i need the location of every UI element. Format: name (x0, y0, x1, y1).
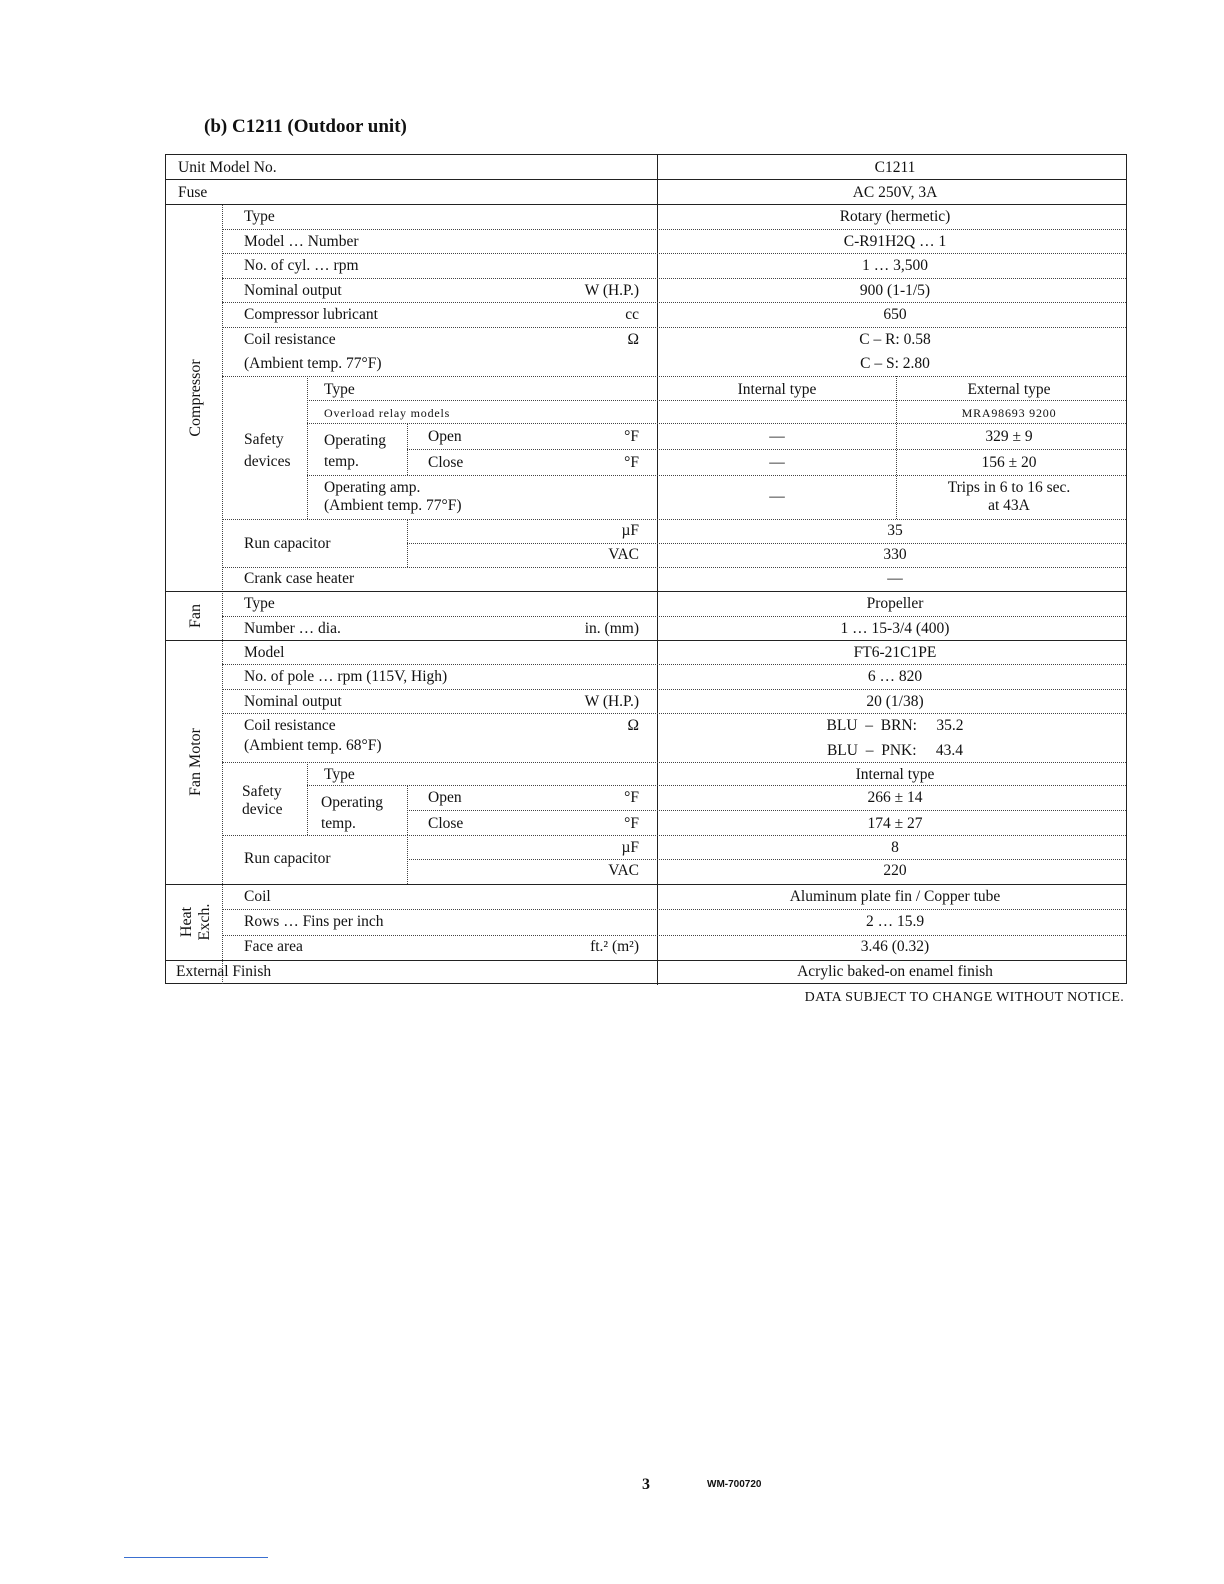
comp-amp-internal: — (769, 488, 785, 505)
comp-open-label: Open (428, 428, 462, 445)
comp-close-label: Close (428, 454, 464, 471)
crank-heater-value: — (887, 570, 903, 587)
comp-safety-type-label: Type (324, 381, 355, 398)
fm-safety-label: Safety (242, 783, 282, 800)
hx-face-unit: ft.² (m²) (590, 938, 639, 955)
hx-rows-label: Rows … Fins per inch (244, 913, 384, 930)
fm-output-unit: W (H.P.) (584, 693, 639, 710)
finish-label: External Finish (176, 963, 272, 980)
hx-rows-value: 2 … 15.9 (865, 913, 925, 930)
comp-capacitor-unit-uf: µF (621, 522, 639, 539)
fm-safety-label-2: device (242, 801, 283, 818)
comp-coil-value-cr: C – R: 0.58 (859, 331, 931, 348)
fm-capacitor-unit-uf: µF (621, 839, 639, 856)
fan-type-value: Propeller (866, 595, 924, 612)
comp-amp-label: Operating amp. (324, 479, 421, 496)
fan-number-value: 1 … 15-3/4 (400) (840, 620, 950, 637)
fm-coil-value-brn: BLU – BRN: 35.2 (826, 717, 964, 734)
comp-relay-label: Overload relay models (324, 406, 451, 420)
comp-output-unit: W (H.P.) (584, 282, 639, 299)
comp-model-label: Model … Number (244, 233, 359, 250)
fm-safety-type-value: Internal type (855, 766, 935, 783)
page-number: 3 (642, 1476, 650, 1493)
comp-safety-label: Safety (244, 431, 284, 448)
comp-type-label: Type (244, 208, 275, 225)
fan-group-label: Fan (187, 604, 204, 628)
comp-op-temp-label-2: temp. (324, 453, 359, 470)
comp-model-value: C-R91H2Q … 1 (843, 233, 947, 250)
fm-safety-type-label: Type (324, 766, 355, 783)
fm-output-value: 20 (1/38) (866, 693, 924, 710)
comp-capacitor-uf: 35 (887, 522, 903, 539)
hx-coil-label: Coil (244, 888, 271, 905)
fan-number-label: Number … dia. (244, 620, 341, 637)
comp-op-temp-label: Operating (324, 432, 386, 449)
fm-op-temp-label: Operating (321, 794, 383, 811)
comp-amp-value-2: at 43A (988, 497, 1030, 514)
fm-pole-value: 6 … 820 (867, 668, 923, 685)
fm-model-value: FT6-21C1PE (853, 644, 937, 661)
hx-face-value: 3.46 (0.32) (860, 938, 930, 955)
comp-safety-external: External type (967, 381, 1051, 398)
comp-close-internal: — (769, 454, 785, 471)
fm-coil-label: Coil resistance (244, 717, 336, 734)
fm-open-value: 266 ± 14 (867, 789, 923, 806)
comp-amp-ambient: (Ambient temp. 77°F) (324, 497, 462, 514)
change-notice: DATA SUBJECT TO CHANGE WITHOUT NOTICE. (804, 990, 1124, 1005)
fm-model-label: Model (244, 644, 285, 661)
comp-capacitor-label: Run capacitor (244, 535, 331, 552)
unit-model-label: Unit Model No. (178, 159, 277, 176)
hx-coil-value: Aluminum plate fin / Copper tube (789, 888, 1001, 905)
fan-number-unit: in. (mm) (584, 620, 639, 637)
comp-coil-unit: Ω (627, 331, 639, 348)
finish-value: Acrylic baked-on enamel finish (797, 963, 993, 980)
comp-amp-value: Trips in 6 to 16 sec. (947, 479, 1071, 496)
fan-type-label: Type (244, 595, 275, 612)
comp-safety-label-2: devices (244, 453, 291, 470)
fm-close-unit: °F (624, 815, 639, 832)
comp-lubricant-label: Compressor lubricant (244, 306, 378, 323)
comp-open-value: 329 ± 9 (985, 428, 1033, 445)
hx-face-label: Face area (244, 938, 303, 955)
fm-coil-value-pnk: BLU – PNK: 43.4 (826, 742, 964, 759)
comp-capacitor-vac: 330 (883, 546, 907, 563)
comp-open-internal: — (769, 428, 785, 445)
document-code: WM-700720 (707, 1479, 762, 1490)
fm-close-label: Close (428, 815, 464, 832)
comp-capacitor-unit-vac: VAC (608, 546, 639, 563)
fm-capacitor-uf: 8 (891, 839, 899, 856)
heat-exch-group-label-2: Exch. (196, 903, 213, 941)
comp-relay-value: MRA98693 9200 (961, 406, 1057, 420)
unit-model-value: C1211 (874, 159, 916, 176)
fm-op-temp-label-2: temp. (321, 815, 356, 832)
comp-type-value: Rotary (hermetic) (839, 208, 951, 225)
comp-coil-value-cs: C – S: 2.80 (860, 355, 930, 372)
fm-pole-label: No. of pole … rpm (115V, High) (244, 668, 448, 685)
fuse-label: Fuse (178, 184, 208, 201)
fm-coil-ambient: (Ambient temp. 68°F) (244, 737, 382, 754)
comp-coil-ambient: (Ambient temp. 77°F) (244, 355, 382, 372)
footer-rule (124, 1557, 268, 1558)
comp-coil-label: Coil resistance (244, 331, 336, 348)
fm-coil-unit: Ω (627, 717, 639, 734)
heat-exch-group-label: Heat (178, 906, 195, 938)
comp-output-label: Nominal output (244, 282, 342, 299)
compressor-group-label: Compressor (187, 359, 204, 437)
fm-open-unit: °F (624, 789, 639, 806)
comp-safety-internal: Internal type (737, 381, 817, 398)
comp-output-value: 900 (1-1/5) (859, 282, 931, 299)
page-title: (b) C1211 (Outdoor unit) (204, 116, 407, 137)
fuse-value: AC 250V, 3A (852, 184, 938, 201)
fm-output-label: Nominal output (244, 693, 342, 710)
comp-cyl-value: 1 … 3,500 (862, 257, 928, 274)
fm-open-label: Open (428, 789, 462, 806)
crank-heater-label: Crank case heater (244, 570, 355, 587)
fm-capacitor-vac: 220 (883, 862, 907, 879)
comp-lubricant-unit: cc (625, 306, 639, 323)
comp-close-value: 156 ± 20 (981, 454, 1037, 471)
comp-open-unit: °F (624, 428, 639, 445)
fan-motor-group-label: Fan Motor (187, 728, 204, 796)
fm-capacitor-label: Run capacitor (244, 850, 331, 867)
comp-close-unit: °F (624, 454, 639, 471)
comp-lubricant-value: 650 (883, 306, 907, 323)
fm-capacitor-unit-vac: VAC (608, 862, 639, 879)
fm-close-value: 174 ± 27 (867, 815, 923, 832)
comp-cyl-label: No. of cyl. … rpm (244, 257, 359, 274)
spec-table (165, 154, 1127, 984)
